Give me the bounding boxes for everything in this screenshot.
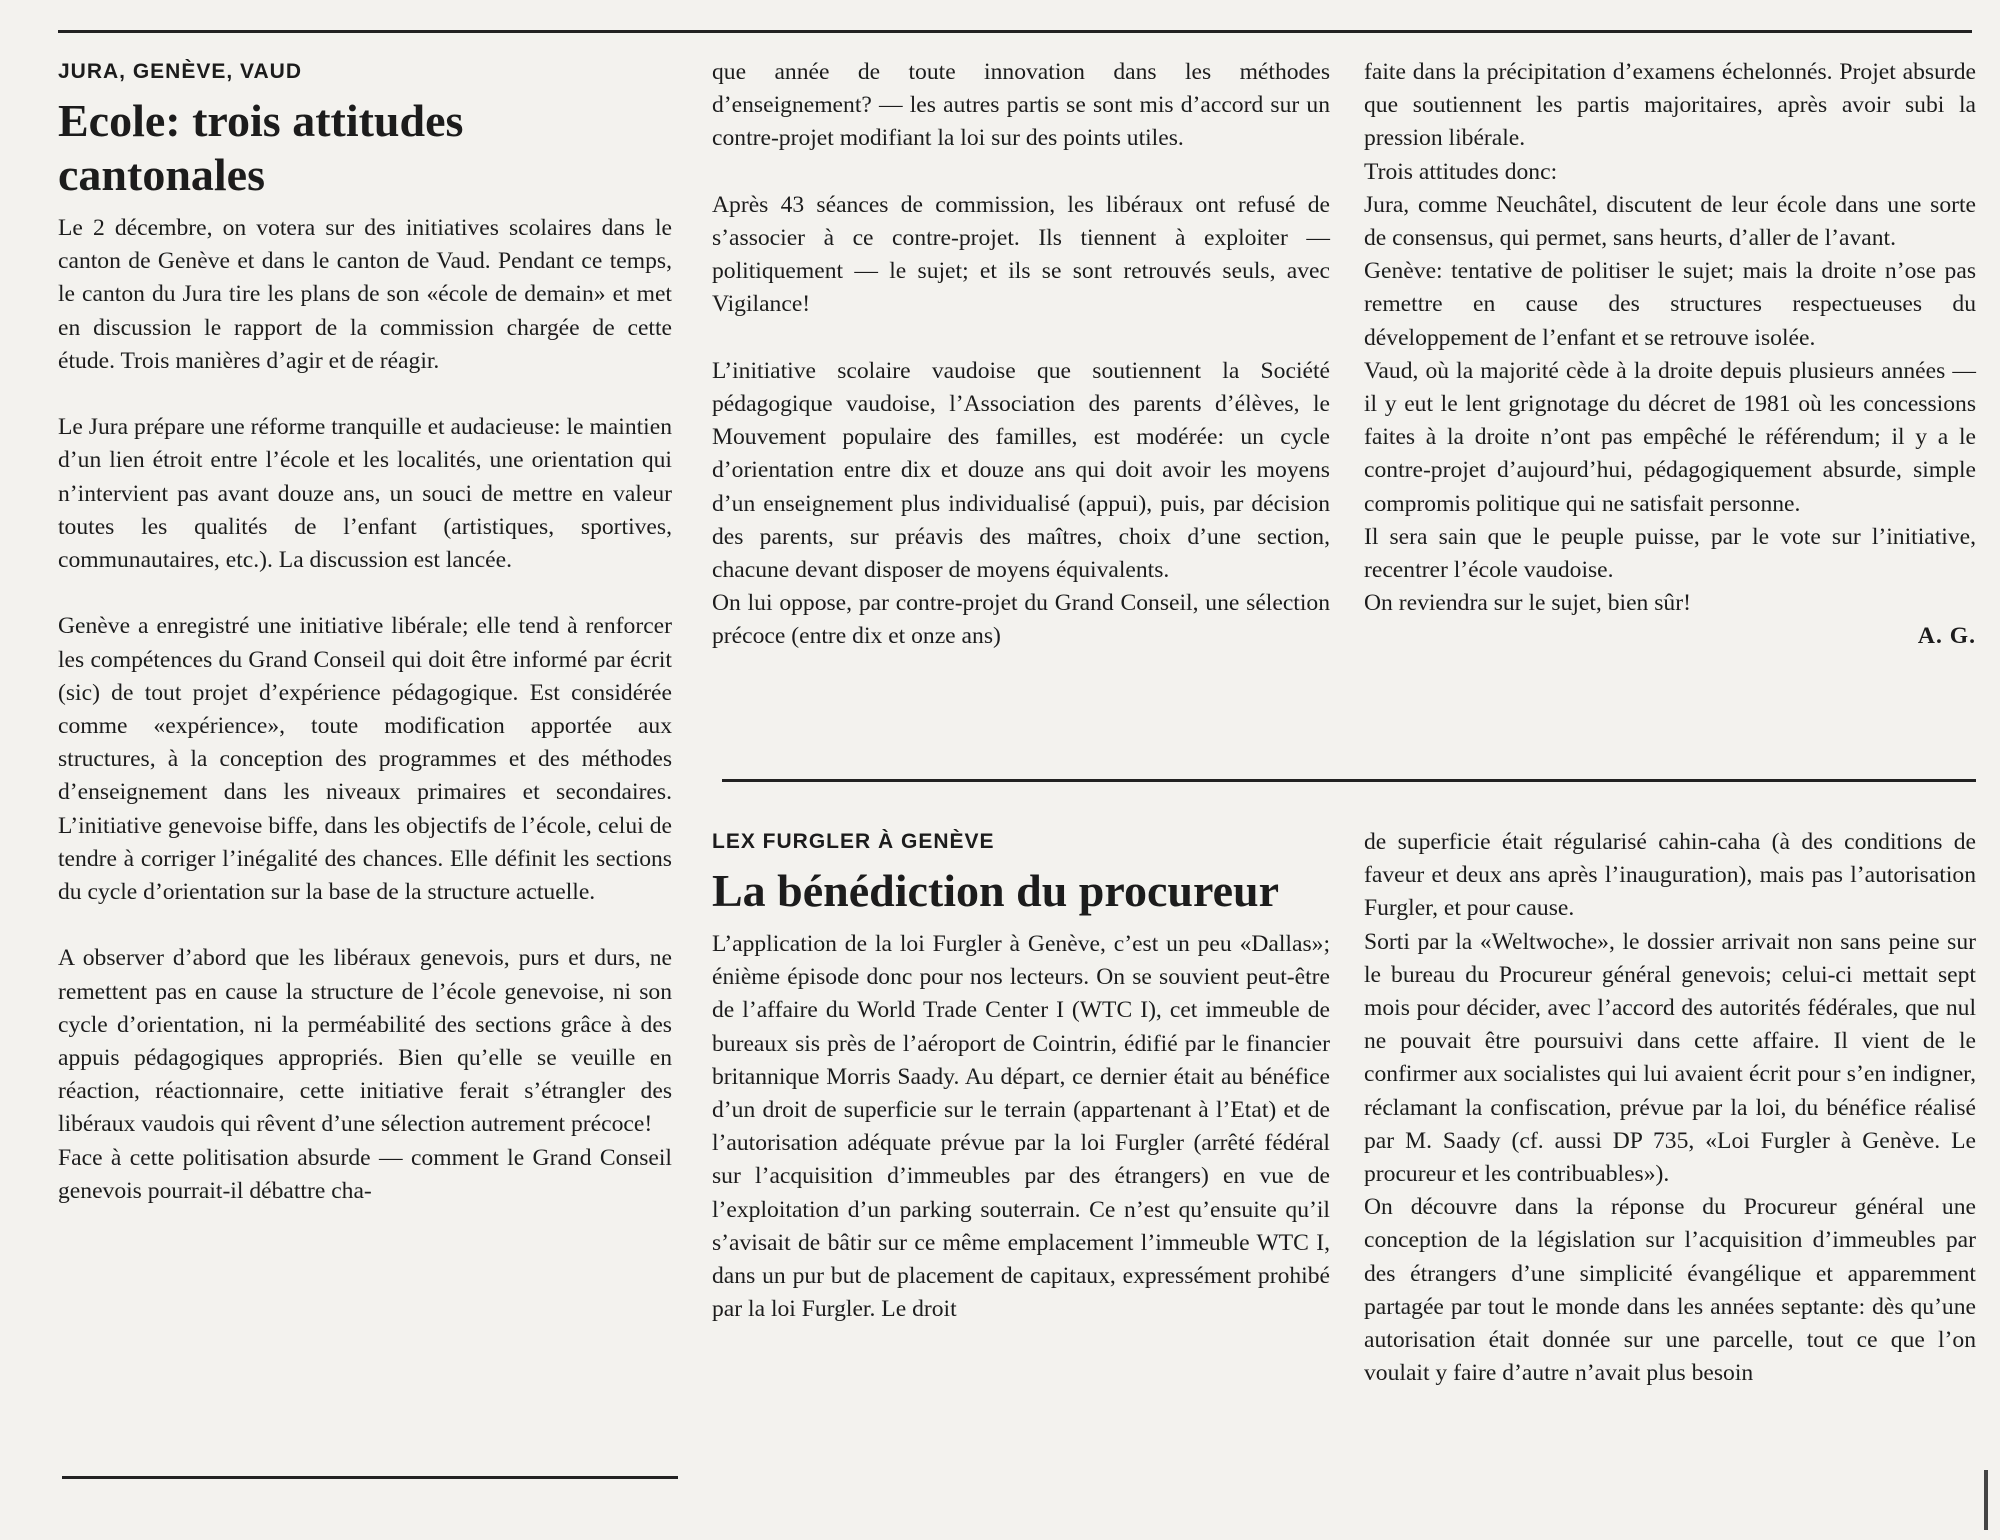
article1-paragraph: Trois attitudes donc: <box>1364 158 1558 185</box>
article2-paragraph: Sorti par la «Weltwoche», le dossier arrivait non sans peine sur le bureau du Procureur général genevois; celui-ci mettait sept mois pour décider, avec l’accord des autorités fédérales, que nul ne pouvait être poursuivi dans cette affaire. Il vient de le confirmer aux socialistes qui lui avaient écrit pour s’en indigner, réclamant la confiscation, prévue par la loi, du bénéfice réalisé par M. Saady (cf. aussi DP 735, «Loi Furgler à Genève. Le procureur et les contribuables»). <box>1364 928 1976 1188</box>
article1-paragraph: Genève a enregistré une initiative libérale; elle tend à renforcer les compétences du Grand Conseil qui doit être informé par écrit (sic) de tout projet d’expérience pédagogique. Est considérée comme «expérience», toute modification apportée aux structures, à la conception des programmes et des méthodes d’enseignement dans les niveaux primaires et secondaires. L’initiative genevoise biffe, dans les objectifs de l’école, celui de tendre à corriger l’inégalité des chances. Elle définit les sections du cycle d’orientation sur la base de la structure actuelle. <box>58 613 672 906</box>
article1-paragraph: Genève: tentative de politiser le sujet; mais la droite n’ose pas remettre en cause des structures respectueuses du développement de l’enfant et se retrouve isolée. <box>1364 258 1976 351</box>
article1-paragraph: Face à cette politisation absurde — comment le Grand Conseil genevois pourrait-il débattre cha- <box>58 1144 672 1204</box>
article1-paragraph: que année de toute innovation dans les méthodes d’enseignement? — les autres partis se sont mis d’accord sur un contre-projet modifiant la loi sur des points utiles. <box>712 59 1330 152</box>
article1-kicker: JURA, GENÈVE, VAUD <box>58 60 302 83</box>
article2-column1 <box>712 826 1330 1326</box>
section-divider-rule <box>722 779 1976 782</box>
page-edge-mark <box>1984 1470 1988 1530</box>
article2-paragraph: de superficie était régularisé cahin-caha (à des conditions de faveur et deux ans après l’inauguration), mais pas l’autorisation Furgler, et pour cause. <box>1364 829 1976 922</box>
article1-title: Ecole: trois attitudes cantonales <box>58 95 464 200</box>
top-rule <box>58 30 1972 33</box>
article1-paragraph: On lui oppose, par contre-projet du Grand Conseil, une sélection précoce (entre dix et onze ans) <box>712 590 1330 650</box>
article2-paragraph: L’application de la loi Furgler à Genève, c’est un peu «Dallas»; énième épisode donc pour nos lecteurs. On se souvient peut-être de l’affaire du World Trade Center I (WTC I), cet immeuble de bureaux sis près de l’aéroport de Cointrin, édifié par le financier britannique Morris Saady. Au départ, ce dernier était au bénéfice d’un droit de superficie sur le terrain (appartenant à l’Etat) et de l’autorisation adéquate prévue par la loi Furgler (arrêté fédéral sur l’acquisition d’immeubles par des étrangers) en vue de l’exploitation d’un parking souterrain. Ce n’est qu’ensuite qu’il s’avisait de bâtir sur ce même emplacement l’immeuble WTC I, dans un pur but de placement de capitaux, expressément prohibé par la loi Furgler. Le droit <box>712 931 1330 1323</box>
article1-column3 <box>1364 56 1976 654</box>
article1-paragraph: Le 2 décembre, on votera sur des initiatives scolaires dans le canton de Genève et dans le canton de Vaud. Pendant ce temps, le canton du Jura tire les plans de son «école de demain» et met en discussion le rapport de la commission chargée de cette étude. Trois manières d’agir et de réagir. <box>58 215 672 374</box>
article1-paragraph: L’initiative scolaire vaudoise que soutiennent la Société pédagogique vaudoise, l’Association des parents d’élèves, le Mouvement populaire des familles, est modérée: un cycle d’orientation entre dix et douze ans qui doit avoir les moyens d’un enseignement plus individualisé (appui), puis, par décision des parents, sur préavis des maîtres, choix d’une section, chacune devant disposer de moyens équivalents. <box>712 357 1330 584</box>
article1-paragraph: On reviendra sur le sujet, bien sûr! <box>1364 590 1691 617</box>
article2-kicker: LEX FURGLER À GENÈVE <box>712 830 995 853</box>
article1-paragraph: faite dans la précipitation d’examens échelonnés. Projet absurde que soutiennent les partis majoritaires, après avoir subi la pression libérale. <box>1364 59 1976 152</box>
article1-signature: A. G. <box>1917 623 1976 650</box>
article1-column1 <box>58 56 672 1208</box>
article1-paragraph: Il sera sain que le peuple puisse, par le vote sur l’initiative, recentrer l’école vaudoise. <box>1364 523 1976 584</box>
article2-title: La bénédiction du procureur <box>712 865 1279 916</box>
bottom-rule <box>62 1476 678 1479</box>
article1-paragraph: Vaud, où la majorité cède à la droite depuis plusieurs années — il y eut le lent grignotage du décret de 1981 où les concessions faites à la droite n’ont pas empêché le référendum; il y a le contre-projet d’aujourd’hui, pédagogiquement absurde, simple compromis politique qui ne satisfait personne. <box>1364 357 1976 517</box>
article1-paragraph: Le Jura prépare une réforme tranquille et audacieuse: le maintien d’un lien étroit entre l’école et les localités, une orientation qui n’intervient pas avant douze ans, un souci de mettre en valeur toutes les qualités de l’enfant (artistiques, sportives, communautaires, etc.). La discussion est lancée. <box>58 414 672 574</box>
article2-paragraph: On découvre dans la réponse du Procureur général une conception de la législation sur l’acquisition d’immeubles par des étrangers d’une simplicité évangélique et apparemment partagée par tout le monde dans les années septante: dès qu’une autorisation était donnée sur une parcelle, tout ce que l’on voulait y faire d’autre n’avait plus besoin <box>1364 1194 1976 1387</box>
article1-paragraph: Jura, comme Neuchâtel, discutent de leur école dans une sorte de consensus, qui permet, sans heurts, d’aller de l’avant. <box>1364 191 1976 252</box>
article1-column2 <box>712 56 1330 654</box>
article2-column2 <box>1364 826 1976 1390</box>
article1-paragraph: Après 43 séances de commission, les libéraux ont refusé de s’associer à ce contre-projet. Ils tiennent à exploiter — politiquement — le sujet; et ils se sont retrouvés seuls, avec Vigilance! <box>712 191 1330 318</box>
article1-paragraph: A observer d’abord que les libéraux genevois, purs et durs, ne remettent pas en cause la structure de l’école genevoise, ni son cycle d’orientation, ni la perméabilité des sections grâce à des appuis pédagogiques appropriés. Bien qu’elle se veuille en réaction, réactionnaire, cette initiative ferait s’étrangler des libéraux vaudois qui rêvent d’une sélection autrement précoce! <box>58 945 672 1138</box>
